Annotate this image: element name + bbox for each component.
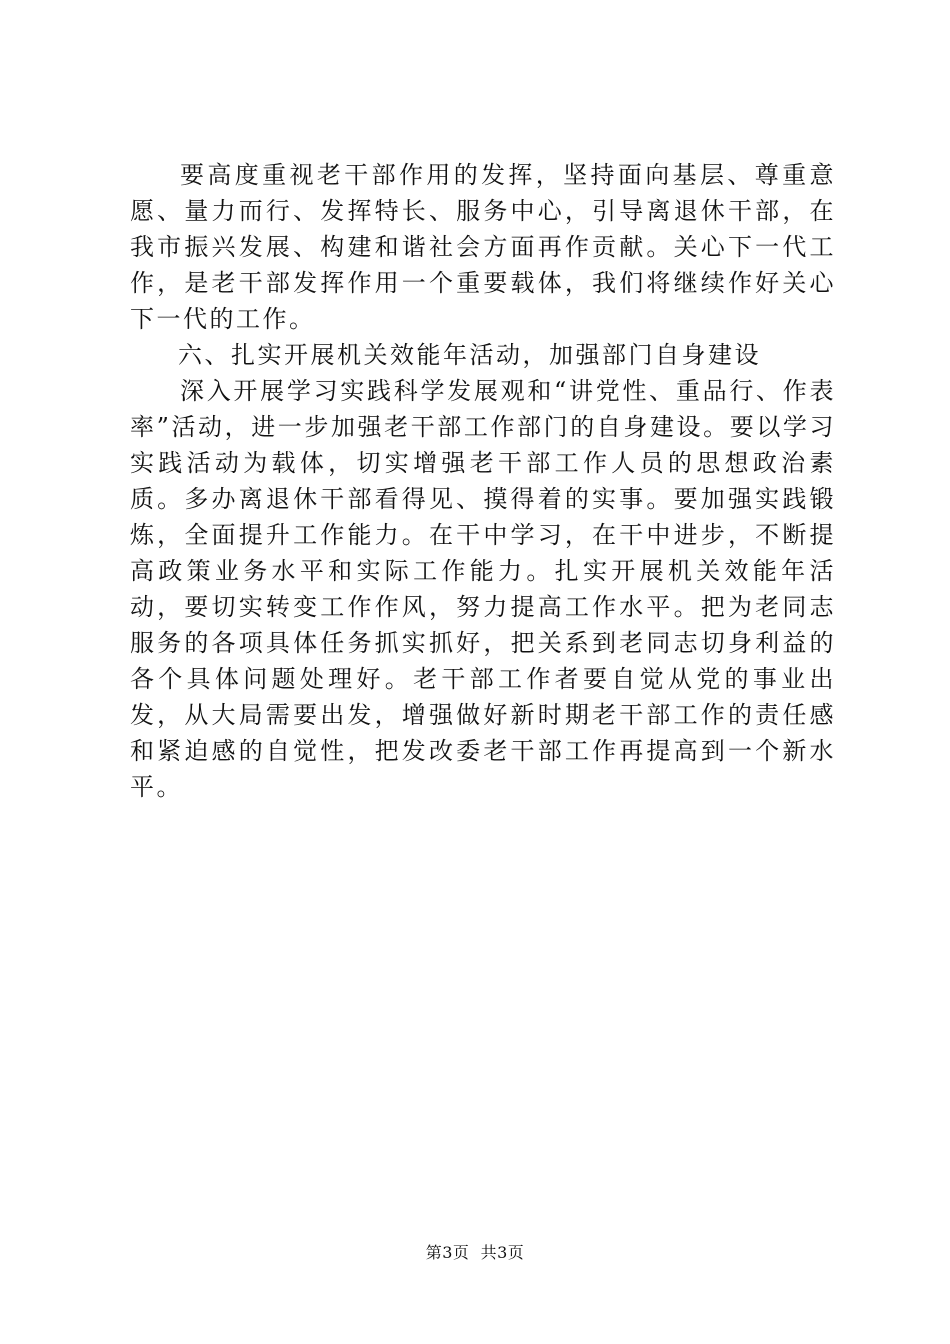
page-footer [0, 1242, 950, 1264]
document-body [130, 157, 836, 805]
paragraph-self-building: 深入开展学习实践科学发展观和“讲党性、重品行、作表率”活动，进一步加强老干部工作部门的自身建设。要以学习实践活动为载体，切实增强老干部工作人员的思想政治素质。多办离退休干部看得见、摸得着的实事。要加强实践锻炼，全面提升工作能力。在干中学习，在干中进步，不断提高政策业务水平和实际工作能力。扎实开展机关效能年活动，要切实转变工作作风，努力提高工作水平。把为老同志服务的各项具体任务抓实抓好，把关系到老同志切身利益的各个具体问题处理好。老干部工作者要自觉从党的事业出发，从大局需要出发，增强做好新时期老干部工作的责任感和紧迫感的自觉性，把发改委老干部工作再提高到一个新水平。 [130, 377, 836, 801]
paragraph-veteran-role: 要高度重视老干部作用的发挥，坚持面向基层、尊重意愿、量力而行、发挥特长、服务中心，引导离退休干部，在我市振兴发展、构建和谐社会方面再作贡献。关心下一代工作，是老干部发挥作用一个重要载体，我们将继续作好关心下一代的工作。 [130, 161, 836, 333]
section-heading-six: 六、扎实开展机关效能年活动，加强部门自身建设 [178, 341, 761, 369]
page-number: 第3页 共3页 [425, 1243, 525, 1262]
